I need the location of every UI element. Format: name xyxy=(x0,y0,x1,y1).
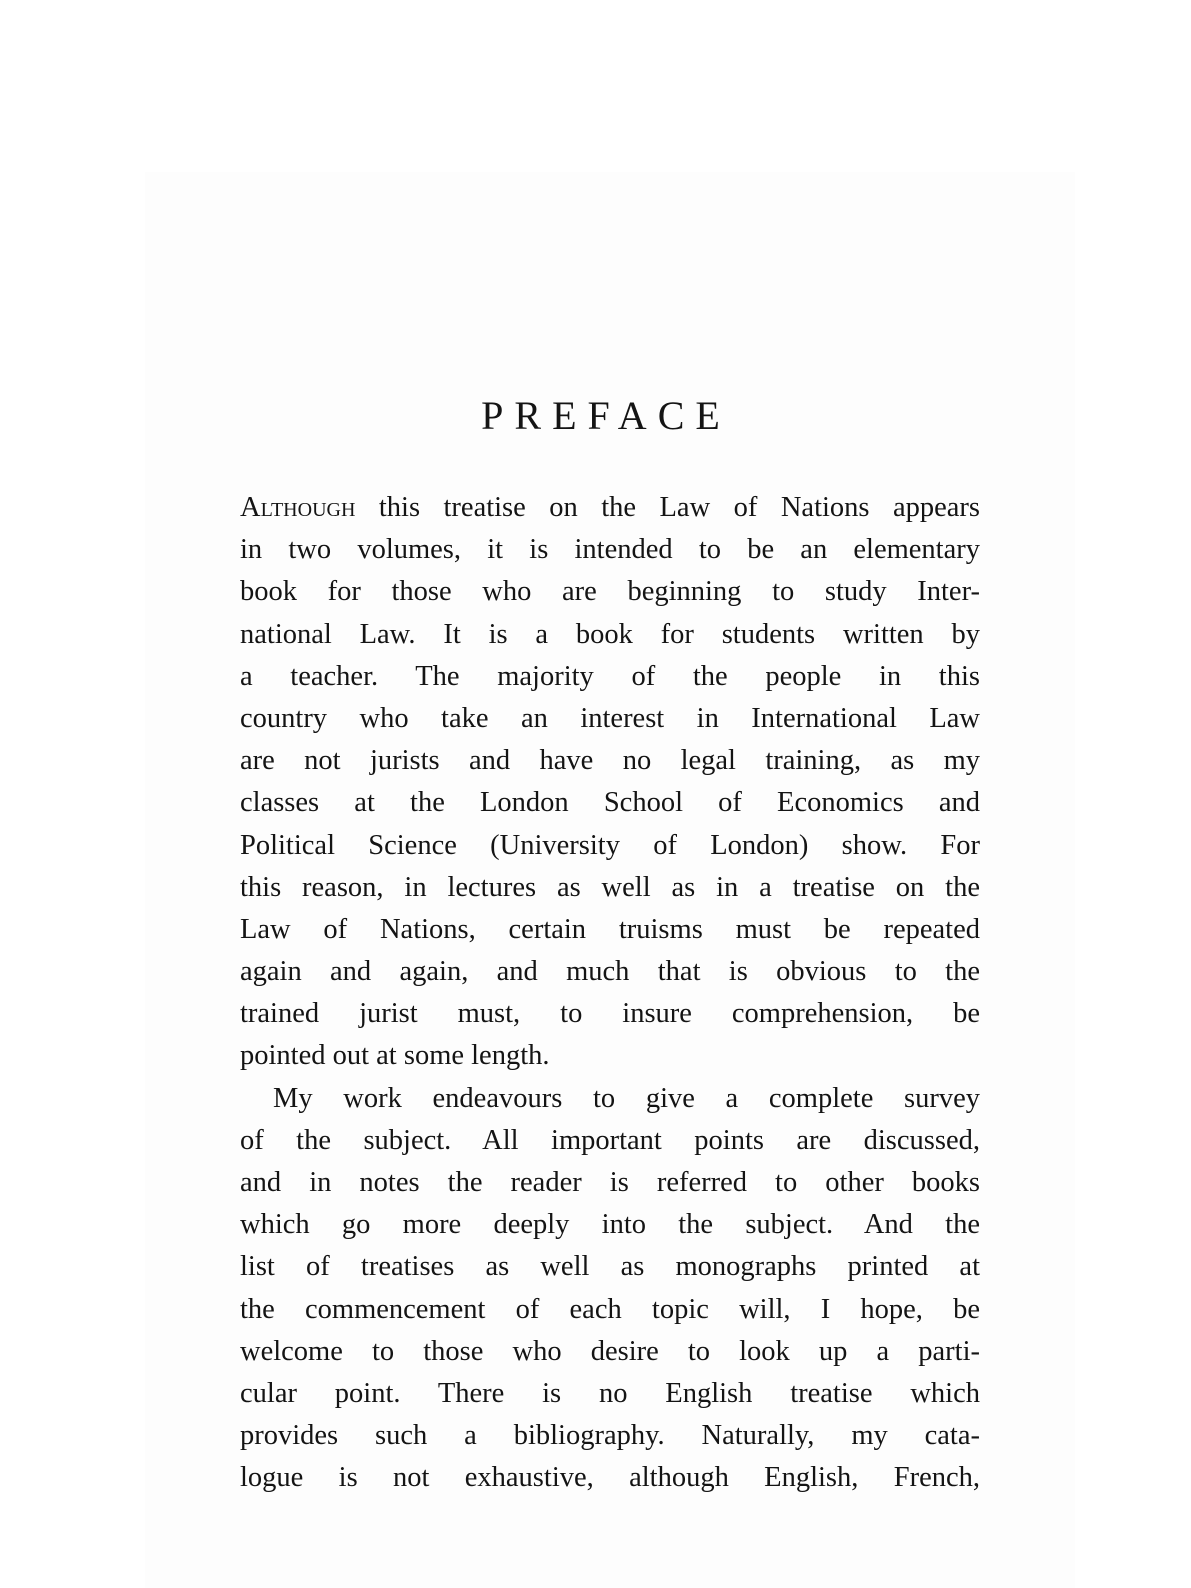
text-line xyxy=(240,487,980,529)
text-line: logue is not exhaustive, although English, French, xyxy=(240,1462,980,1494)
paragraph-start-line: My work endeavours to give a complete survey xyxy=(273,1082,980,1114)
text-line-content: this treatise on the Law of Nations appears xyxy=(355,492,980,523)
text-line: this reason, in lectures as well as in a treatise on the xyxy=(240,871,980,903)
text-line: again and again, and much that is obvious to the xyxy=(240,956,980,988)
page-title: PREFACE xyxy=(481,392,731,438)
text-line: book for those who are beginning to study Inter- xyxy=(240,576,980,608)
text-line: Law of Nations, certain truisms must be repeated xyxy=(240,913,980,945)
preface-body xyxy=(240,487,980,1500)
text-line: which go more deeply into the subject. And the xyxy=(240,1209,980,1241)
text-line: of the subject. All important points are discussed, xyxy=(240,1124,980,1156)
text-line: Political Science (University of London) show. For xyxy=(240,829,980,861)
opening-word: Although xyxy=(240,492,356,523)
text-line: are not jurists and have no legal training, as my xyxy=(240,745,980,777)
text-line: country who take an interest in International Law xyxy=(240,702,980,734)
text-line: welcome to those who desire to look up a parti- xyxy=(240,1335,980,1367)
text-line: cular point. There is no English treatise which xyxy=(240,1377,980,1409)
paragraph-end-line: pointed out at some length. xyxy=(240,1040,550,1072)
text-line: provides such a bibliography. Naturally, my cata- xyxy=(240,1420,980,1452)
text-line: trained jurist must, to insure comprehension, be xyxy=(240,998,980,1030)
text-line: list of treatises as well as monographs printed at xyxy=(240,1251,980,1283)
text-line: the commencement of each topic will, I hope, be xyxy=(240,1293,980,1325)
text-line: and in notes the reader is referred to other books xyxy=(240,1167,980,1198)
text-line: a teacher. The majority of the people in this xyxy=(240,660,980,692)
text-line: national Law. It is a book for students written by xyxy=(240,618,980,650)
text-line: in two volumes, it is intended to be an elementary xyxy=(240,534,980,566)
text-line: classes at the London School of Economics and xyxy=(240,787,980,819)
